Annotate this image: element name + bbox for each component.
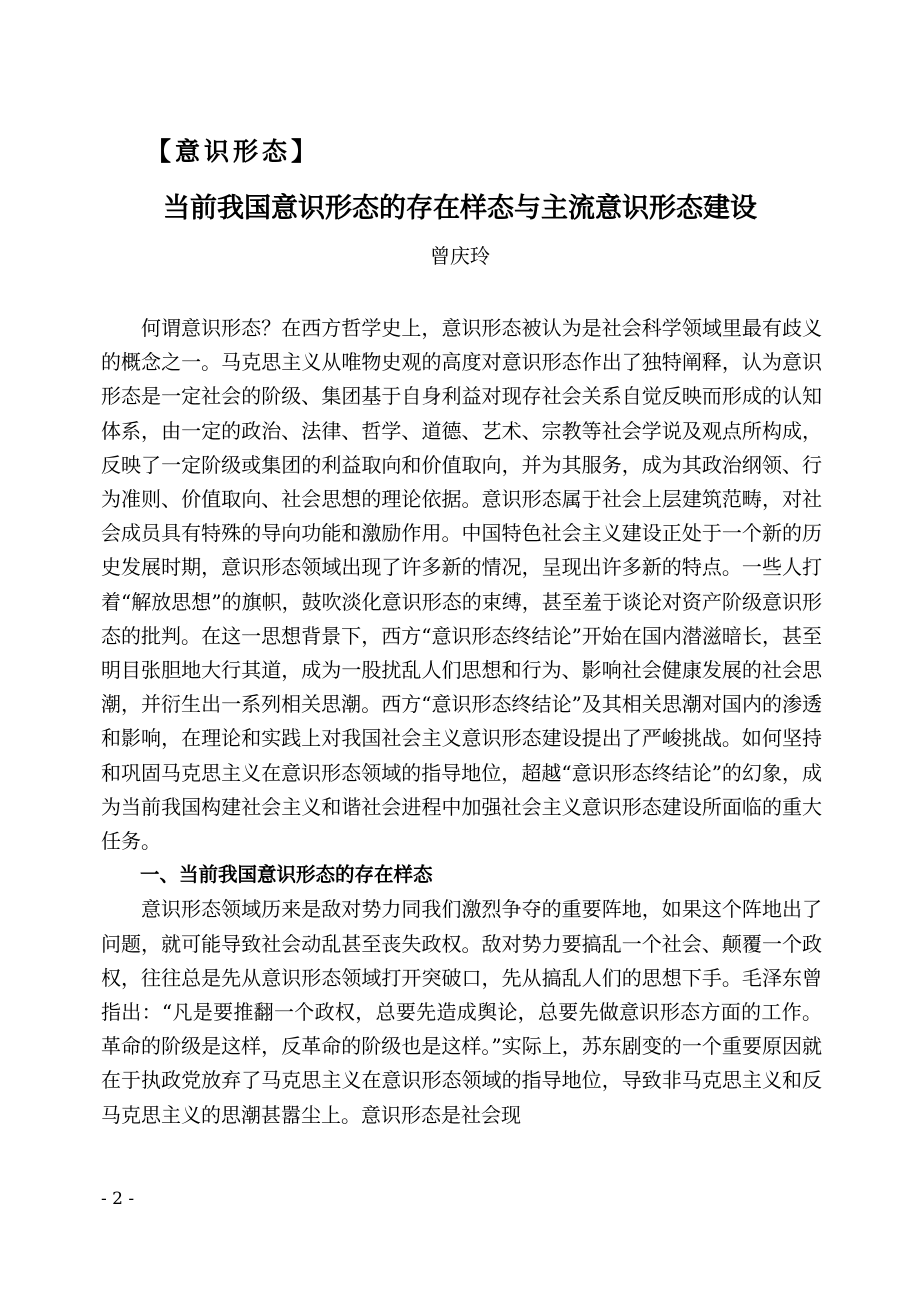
section-paragraph: 意识形态领域历来是敌对势力同我们激烈争夺的重要阵地，如果这个阵地出了问题，就可能导致社会动乱甚至丧失政权。敌对势力要搞乱一个社会、颠覆一个政权，往往总是先从意识形态领域打开突破口，先从搞乱人们的思想下手。毛泽东曾指出：“凡是要推翻一个政权，总要先造成舆论，总要先做意识形态方面的工作。革命的阶级是这样，反革命的阶级也是这样。”实际上，苏东剧变的一个重要原因就在于执政党放弃了马克思主义在意识形态领域的指导地位，导致非马克思主义和反马克思主义的思潮甚嚣尘上。意识形态是社会现 — [101, 897, 822, 1127]
page-number: - 2 - — [101, 1189, 135, 1209]
article-title: 当前我国意识形态的存在样态与主流意识形态建设 — [163, 193, 757, 224]
intro-paragraph: 何谓意识形态？在西方哲学史上，意识形态被认为是社会科学领域里最有歧义的概念之一。马克思主义从唯物史观的高度对意识形态作出了独特阐释，认为意识形态是一定社会的阶级、集团基于自身利益对现存社会关系自觉反映而形成的认知体系，由一定的政治、法律、哲学、道德、艺术、宗教等社会学说及观点所构成，反映了一定阶级或集团的利益取向和价值取向，并为其服务，成为其政治纲领、行为准则、价值取向、社会思想的理论依据。意识形态属于社会上层建筑范畴，对社会成员具有特殊的导向功能和激励作用。中国特色社会主义建设正处于一个新的历史发展时期，意识形态领域出现了许多新的情况，呈现出许多新的特点。一些人打着“解放思想”的旗帜，鼓吹淡化意识形态的束缚，甚至羞于谈论对资产阶级意识形态的批判。在这一思想背景下，西方“意识形态终结论”开始在国内潜滋暗长，甚至明目张胆地大行其道，成为一股扰乱人们思想和行为、影响社会健康发展的社会思潮，并衍生出一系列相关思潮。西方“意识形态终结论”及其相关思潮对国内的渗透和影响，在理论和实践上对我国社会主义意识形态建设提出了严峻挑战。如何坚持和巩固马克思主义在意识形态领域的指导地位，超越“意识形态终结论”的幻象，成为当前我国构建社会主义和谐社会进程中加强社会主义意识形态建设所面临的重大任务。 — [101, 316, 822, 854]
article-author: 曾庆玲 — [430, 244, 490, 268]
section-tag: 【意识形态】 — [146, 137, 321, 166]
section-heading: 一、当前我国意识形态的存在样态 — [140, 863, 433, 887]
article-body — [101, 311, 822, 1132]
